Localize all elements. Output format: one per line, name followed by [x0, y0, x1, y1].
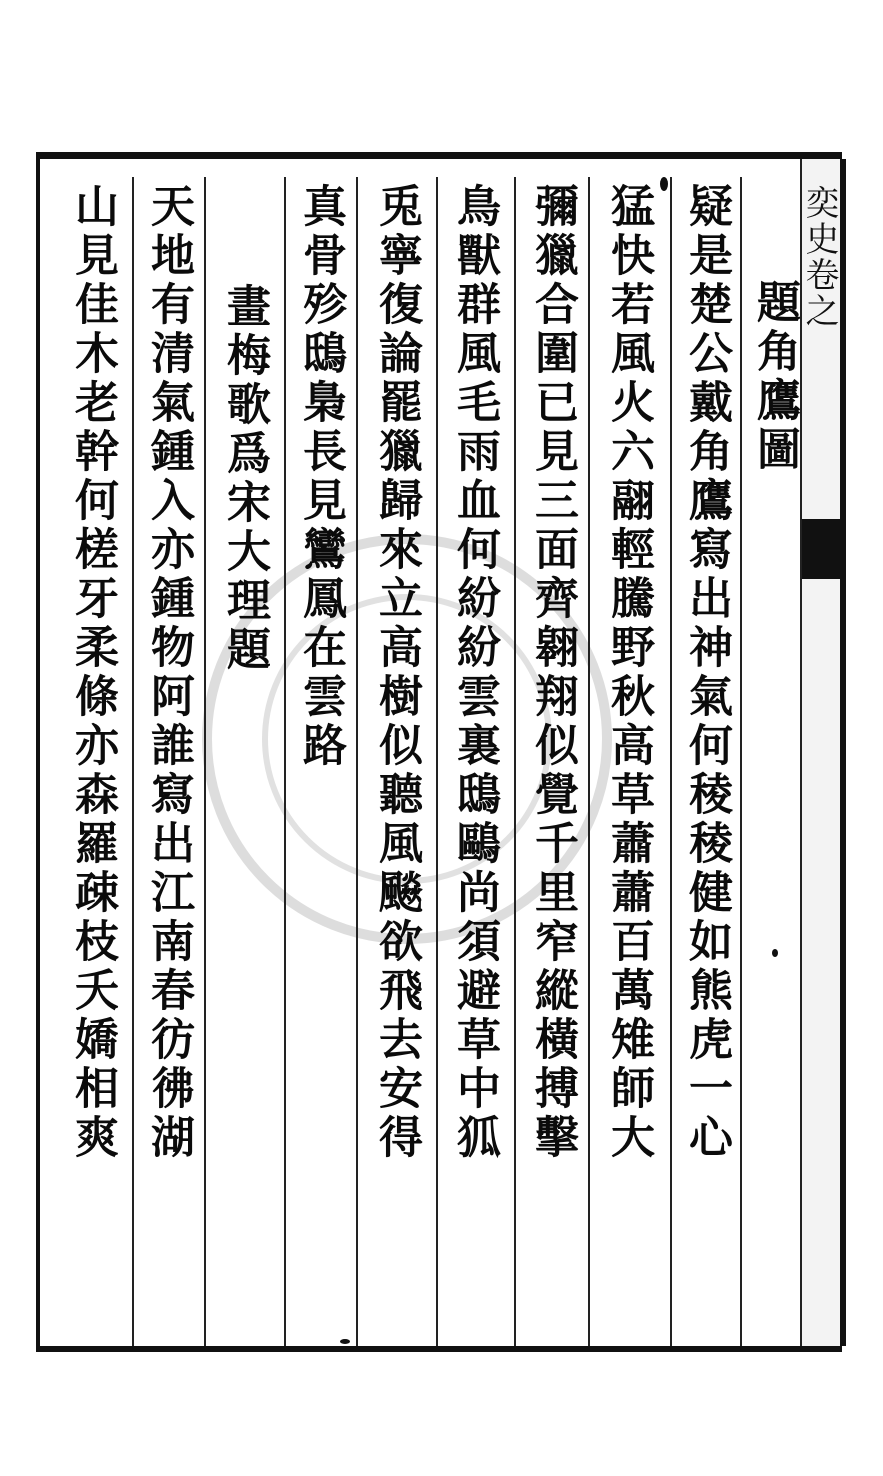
text-column: 山見佳木老幹何槎牙柔條亦森羅疎枝夭嬌相爽 — [67, 183, 118, 1163]
column-rule — [436, 177, 438, 1346]
ink-speck — [660, 177, 668, 191]
text-column: 猛快若風火六翮輕騰野秋高草蕭蕭百萬雉師大 — [603, 183, 654, 1163]
text-column: 疑是楚公戴角鷹寫出神氣何稜稜健如熊虎一心 — [681, 183, 732, 1163]
page-margin-strip — [800, 159, 840, 1346]
page-right-border — [840, 159, 846, 1346]
column-rule — [670, 177, 672, 1346]
text-column: 鳥獸群風毛雨血何紛紛雲裏鴟鷗尚須避草中狐 — [449, 183, 500, 1163]
margin-title: 奕史卷之 — [799, 185, 839, 329]
column-rule — [588, 177, 590, 1346]
text-column: 兎寧復論罷獵歸來立高樹似聽風飈欲飛去安得 — [371, 183, 422, 1163]
column-rule — [740, 177, 742, 1346]
fish-tail-block — [802, 519, 842, 579]
column-rule — [204, 177, 206, 1346]
text-column: 彌獵合圍已見三面齊翱翔似覺千里窄縱橫搏擊 — [527, 183, 578, 1163]
text-column: 天地有清氣鍾入亦鍾物阿誰寫出江南春彷彿湖 — [143, 183, 194, 1163]
column-rule — [514, 177, 516, 1346]
column-rule — [132, 177, 134, 1346]
column-rule — [356, 177, 358, 1346]
text-column: 真骨殄鴟梟長見鸞鳳在雲路 — [295, 183, 346, 771]
section-title-column: 畫梅歌爲宋大理題 — [219, 283, 270, 675]
ink-speck — [340, 1339, 350, 1344]
column-rule — [284, 177, 286, 1346]
ink-speck — [772, 949, 778, 957]
book-page — [36, 152, 842, 1352]
section-title-column: 題角鷹圖 — [749, 279, 800, 475]
